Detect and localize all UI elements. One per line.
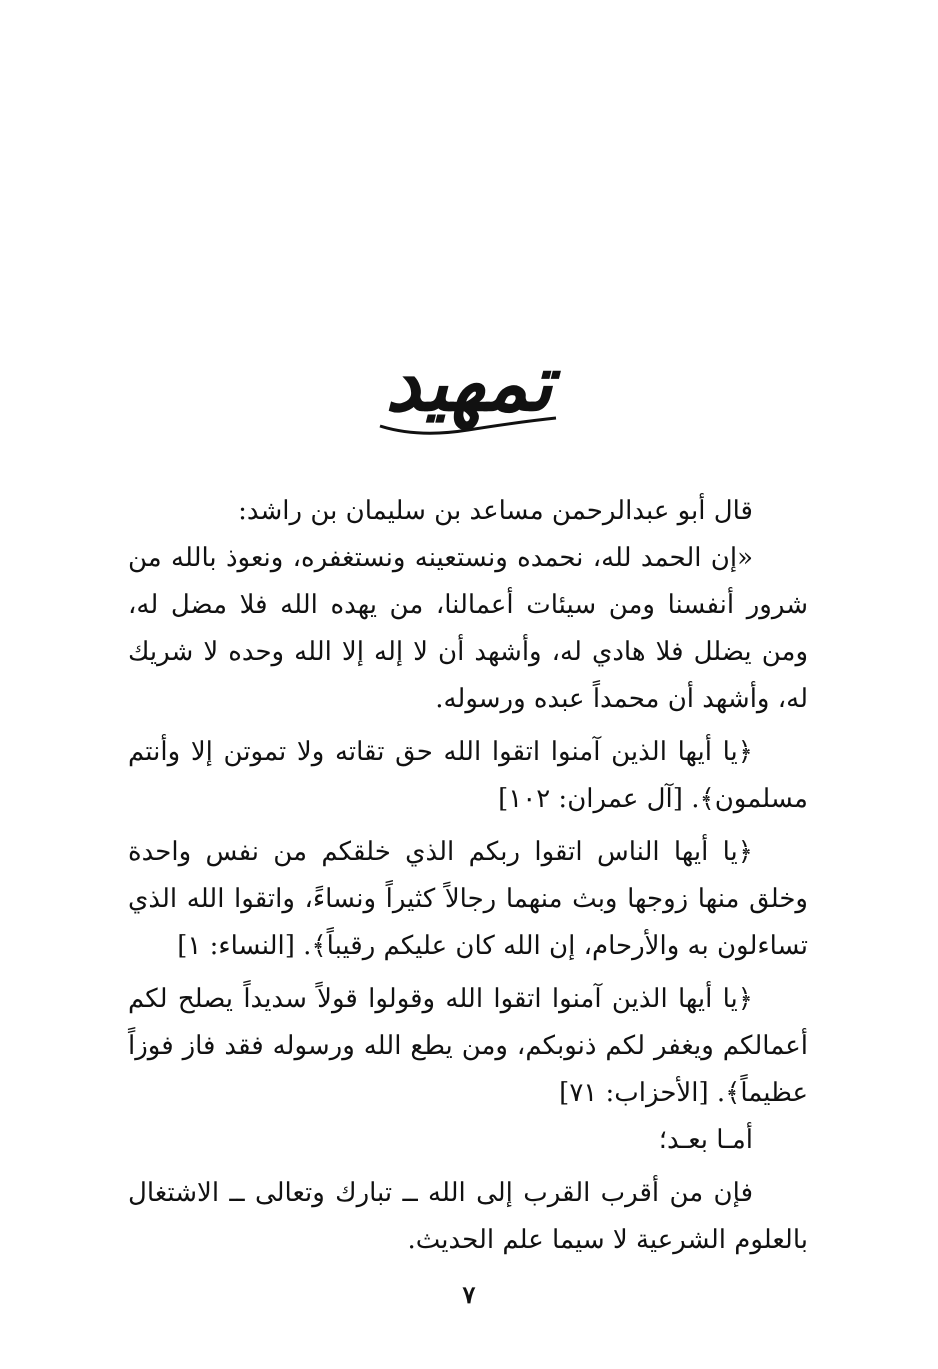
opening-paragraph: «إن الحمد لله، نحمده ونستعينه ونستغفره، ونعوذ بالله من شرور أنفسنا ومن سيئات أعمالنا، من يهده الله فلا مضل له، ومن يضلل فلا هادي له، وأشهد أن لا إله إلا الله وحده لا شريك له، وأشهد أن محمداً عبده ورسوله. (128, 543, 808, 714)
amma-baad-line: أمـا بعـد؛ (658, 1125, 753, 1155)
verse-text: ﴿يا أيها الذين آمنوا اتقوا الله وقولوا قولاً سديداً يصلح لكم أعمالكم ويغفر لكم ذنوبكم، ومن يطع الله ورسوله فقد فاز فوزاً عظيماً﴾. (128, 984, 808, 1108)
page-number: ٧ (462, 1280, 476, 1309)
verse-reference: [آل عمران: ١٠٢] (498, 784, 683, 814)
title-swash-ornament (378, 408, 558, 438)
verse-paragraph (128, 729, 808, 823)
closing-paragraph: فإن من أقرب القرب إلى الله ــ تبارك وتعالى ــ الاشتغال بالعلوم الشرعية لا سيما علم الحديث. (128, 1178, 808, 1255)
verse-paragraph (128, 829, 808, 970)
verse-reference: [الأحزاب: ٧١] (559, 1078, 709, 1108)
chapter-title: تمهيد (385, 338, 553, 429)
verse-reference: [النساء: ١] (177, 931, 295, 961)
main-text (128, 488, 808, 1264)
intro-line: قال أبو عبدالرحمن مساعد بن سليمان بن راشد: (238, 496, 753, 526)
verse-paragraph (128, 976, 808, 1117)
verse-text: ﴿يا أيها الذين آمنوا اتقوا الله حق تقاته ولا تموتن إلا وأنتم مسلمون﴾. (128, 737, 808, 814)
verse-text: ﴿يا أيها الناس اتقوا ربكم الذي خلقكم من نفس واحدة وخلق منها زوجها وبث منهما رجالاً كثيراً ونساءً، واتقوا الله الذي تساءلون به والأرحام، إن الله كان عليكم رقيباً﴾. (128, 837, 808, 961)
